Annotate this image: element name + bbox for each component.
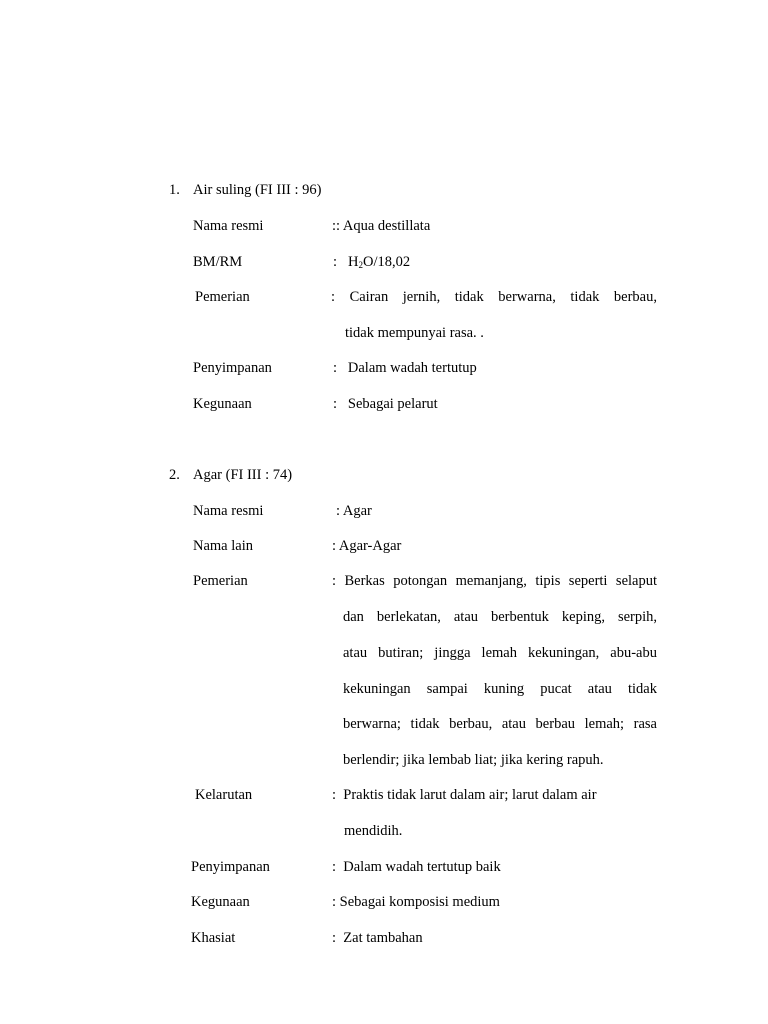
section-1-number: 1.: [169, 182, 180, 198]
s1-pemerian-line-2: tidak mempunyai rasa. .: [345, 325, 484, 341]
s1-pemerian-line-1: : Cairan jernih, tidak berwarna, tidak berbau,: [331, 289, 657, 305]
s2-pemerian-label: Pemerian: [193, 573, 248, 589]
s2-khasiat-value: : Zat tambahan: [332, 930, 423, 946]
s2-nama-lain-label: Nama lain: [193, 538, 253, 554]
s2-pemerian-line-4: kekuningan sampai kuning pucat atau tidak: [343, 681, 657, 697]
section-2-heading: Agar (FI III : 74): [193, 467, 293, 483]
s2-kelarutan-line-2: mendidih.: [344, 823, 403, 839]
s1-bm-sub: 2: [358, 260, 364, 270]
s1-bm-label: BM/RM: [193, 254, 243, 270]
s2-nama-lain-value: : Agar-Agar: [332, 538, 402, 554]
s2-kegunaan-value: : Sebagai komposisi medium: [332, 894, 500, 910]
s1-bm-h: H: [348, 254, 359, 270]
s2-pemerian-line-5: berwarna; tidak berbau, atau berbau lemah; rasa: [343, 716, 657, 732]
s2-pemerian-line-6: berlendir; jika lembab liat; jika kering rapuh.: [343, 752, 604, 768]
s2-nama-resmi-value: : Agar: [336, 503, 372, 519]
s1-bm-rest: O/18,02: [363, 254, 411, 270]
s1-kegunaan-value: : Sebagai pelarut: [333, 396, 438, 412]
s2-pemerian-line-1: : Berkas potongan memanjang, tipis seperti selaput: [332, 573, 657, 589]
s1-pemerian-label: Pemerian: [195, 289, 250, 305]
s1-penyimpanan-value: : Dalam wadah tertutup: [333, 360, 477, 376]
s1-kegunaan-label: Kegunaan: [193, 396, 252, 412]
s2-penyimpanan-label: Penyimpanan: [191, 859, 270, 875]
section-1-heading: Air suling (FI III : 96): [193, 182, 322, 198]
s1-penyimpanan-label: Penyimpanan: [193, 360, 272, 376]
s2-penyimpanan-value: : Dalam wadah tertutup baik: [332, 859, 501, 875]
s1-bm-value: [333, 253, 410, 271]
s1-nama-resmi-value: :: Aqua destillata: [332, 218, 431, 234]
s2-khasiat-label: Khasiat: [191, 930, 236, 946]
s2-pemerian-line-3: atau butiran; jingga lemah kekuningan, abu-abu: [343, 645, 657, 661]
s2-pemerian-line-2: dan berlekatan, atau berbentuk keping, serpih,: [343, 609, 657, 625]
s2-kegunaan-label: Kegunaan: [191, 894, 250, 910]
s2-kelarutan-label: Kelarutan: [195, 787, 253, 803]
s1-bm-colon: :: [333, 254, 338, 270]
section-2-number: 2.: [169, 467, 180, 483]
s2-kelarutan-line-1: : Praktis tidak larut dalam air; larut dalam air: [332, 787, 597, 803]
s2-nama-resmi-label: Nama resmi: [193, 503, 264, 519]
s1-nama-resmi-label: Nama resmi: [193, 218, 264, 234]
